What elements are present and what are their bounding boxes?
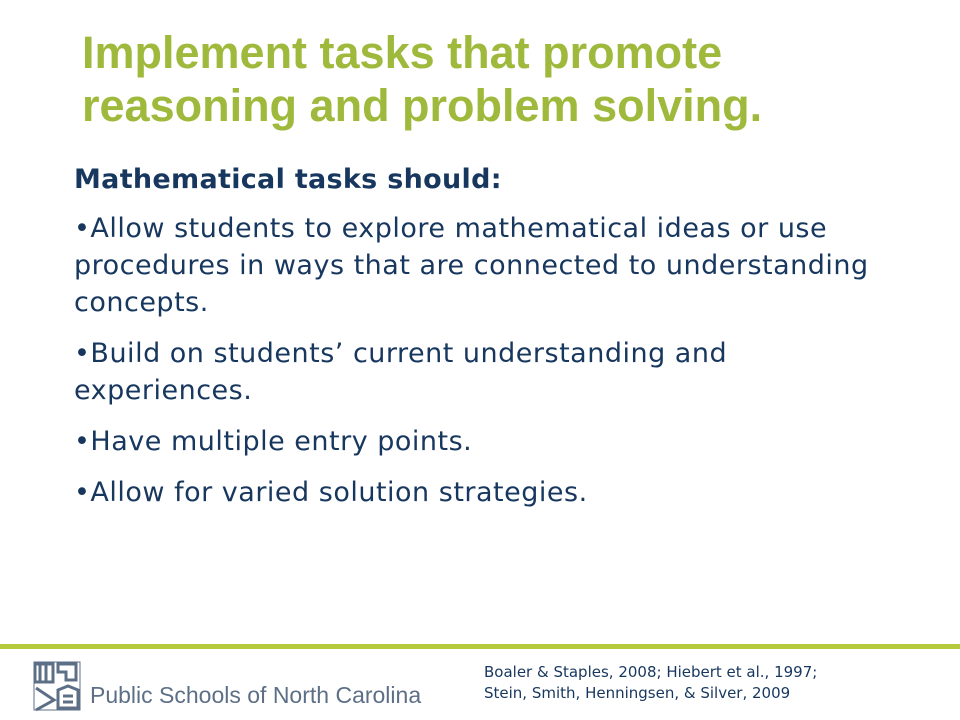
slide-content (74, 162, 894, 525)
subheading: Mathematical tasks should: (74, 164, 502, 195)
bullet-list (74, 210, 894, 511)
bullet-item: •Have multiple entry points. (74, 426, 473, 457)
citation-line: Stein, Smith, Henningsen, & Silver, 2009 (484, 684, 791, 702)
citation-line: Boaler & Staples, 2008; Hiebert et al., 1997; (484, 663, 818, 681)
citation (484, 662, 944, 704)
logo-text: Public Schools of North Carolina (90, 682, 422, 708)
slide-title: Implement tasks that promote reasoning and problem solving. (82, 27, 763, 131)
bullet-item: •Allow students to explore mathematical ideas or use procedures in ways that are connected to understanding concepts. (74, 213, 869, 318)
footer-logo (32, 660, 422, 716)
nc-public-schools-logo-icon (32, 660, 82, 712)
bullet-item: •Allow for varied solution strategies. (74, 477, 588, 508)
footer-divider (0, 644, 960, 649)
bullet-item: •Build on students’ current understanding and experiences. (74, 338, 728, 406)
